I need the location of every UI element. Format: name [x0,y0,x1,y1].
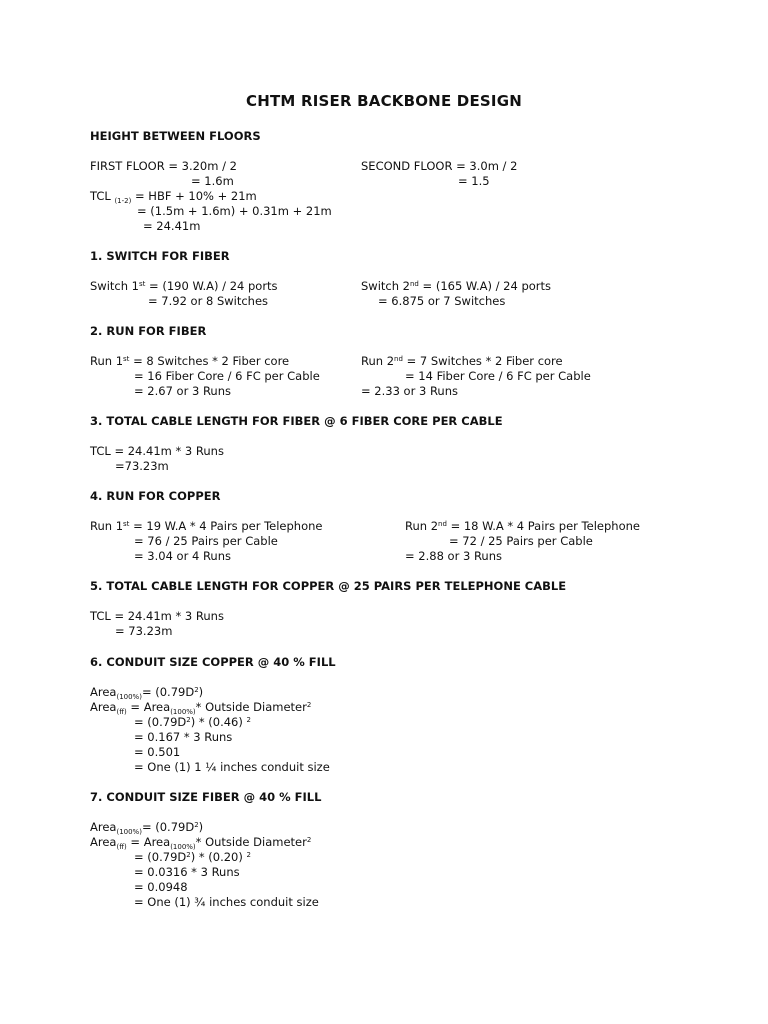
area-subscript: (100%) [170,708,196,716]
tcl-fiber-line: TCL = 24.41m * 3 Runs [90,444,224,458]
section-heading-run-fiber: 2. RUN FOR FIBER [90,324,207,338]
squared-sup: 2 [186,851,191,859]
diameter-term: * Outside Diameter [195,835,307,849]
run-fiber-first-result: = 2.67 or 3 Runs [134,384,231,398]
section-heading-height: HEIGHT BETWEEN FLOORS [90,129,261,143]
area-formula: = (0.79D [141,685,195,699]
tcl-step: = (1.5m + 1.6m) + 0.31m + 21m [137,204,332,218]
switch-first-label: Switch 1 [90,279,139,293]
tcl-subscript: (1-2) [114,197,132,205]
area-formula: = Area [126,835,171,849]
switch-second-line [361,279,551,294]
squared-sup: 2 [194,686,199,694]
run-fiber-first-step: = 16 Fiber Core / 6 FC per Cable [134,369,320,383]
tcl-result: = 24.41m [143,219,201,233]
switch-second-result: = 6.875 or 7 Switches [378,294,506,308]
second-floor-result: = 1.5 [458,174,490,188]
step-formula-tail: ) * (0.46) [190,715,247,729]
closing-paren: ) [198,820,204,834]
conduit-fiber-fill-line [90,835,311,850]
conduit-fiber-value: = 0.0948 [134,880,188,894]
squared-sup: 2 [246,851,251,859]
switch-first-result: = 7.92 or 8 Switches [148,294,269,308]
run-second-formula: = 7 Switches * 2 Fiber core [402,354,563,368]
area-formula: = Area [126,700,171,714]
tcl-formula: = HBF + 10% + 21m [135,189,257,203]
conduit-copper-runs: = 0.167 * 3 Runs [134,730,233,744]
squared-sup: 2 [246,716,251,724]
squared-sup: 2 [306,701,312,709]
run-second-label: Run 2 [405,519,439,533]
run-second-formula: = 18 W.A * 4 Pairs per Telephone [446,519,640,533]
section-heading-conduit-fiber: 7. CONDUIT SIZE FIBER @ 40 % FILL [90,790,322,804]
area-label: Area [90,835,117,849]
conduit-fiber-step [134,850,251,865]
run-copper-second-result: = 2.88 or 3 Runs [405,549,502,563]
tcl-copper-result: = 73.23m [115,624,173,638]
run-fiber-second-line [361,354,563,369]
ordinal-sup: nd [410,280,419,288]
tcl-formula-line [90,189,257,204]
area-subscript: (ff) [116,708,127,716]
diameter-term: * Outside Diameter [195,700,307,714]
switch-second-label: Switch 2 [361,279,410,293]
conduit-copper-step [134,715,251,730]
area-label: Area [90,820,117,834]
ordinal-sup: nd [438,520,447,528]
closing-paren: ) [198,685,204,699]
second-floor-line: SECOND FLOOR = 3.0m / 2 [361,159,518,173]
area-formula: = (0.79D [141,820,195,834]
area-label: Area [90,700,117,714]
squared-sup: 2 [186,716,191,724]
ordinal-sup: st [123,355,130,363]
conduit-copper-value: = 0.501 [134,745,181,759]
first-floor-line: FIRST FLOOR = 3.20m / 2 [90,159,237,173]
page-title: CHTM RISER BACKBONE DESIGN [246,92,522,110]
switch-first-line [90,279,278,294]
run-first-formula: = 8 Switches * 2 Fiber core [129,354,290,368]
ordinal-sup: st [123,520,130,528]
run-second-label: Run 2 [361,354,395,368]
section-heading-tcl-copper: 5. TOTAL CABLE LENGTH FOR COPPER @ 25 PAIRS PER TELEPHONE CABLE [90,579,567,593]
conduit-copper-fill-line [90,700,311,715]
squared-sup: 2 [194,821,199,829]
switch-second-formula: = (165 W.A) / 24 ports [418,279,552,293]
conduit-fiber-result: = One (1) ¾ inches conduit size [134,895,319,909]
step-formula: = (0.79D [134,715,187,729]
area-subscript: (100%) [116,828,142,836]
conduit-fiber-runs: = 0.0316 * 3 Runs [134,865,240,879]
step-formula: = (0.79D [134,850,187,864]
area-subscript: (ff) [116,843,127,851]
conduit-copper-result: = One (1) 1 ¼ inches conduit size [134,760,330,774]
tcl-label: TCL [90,189,111,203]
ordinal-sup: nd [394,355,403,363]
area-subscript: (100%) [170,843,196,851]
run-copper-first-line [90,519,322,534]
area-subscript: (100%) [116,693,142,701]
section-heading-conduit-copper: 6. CONDUIT SIZE COPPER @ 40 % FILL [90,655,336,669]
run-fiber-second-result: = 2.33 or 3 Runs [361,384,458,398]
run-copper-second-step: = 72 / 25 Pairs per Cable [449,534,593,548]
section-heading-tcl-fiber: 3. TOTAL CABLE LENGTH FOR FIBER @ 6 FIBER CORE PER CABLE [90,414,503,428]
run-fiber-second-step: = 14 Fiber Core / 6 FC per Cable [405,369,591,383]
tcl-fiber-result: =73.23m [115,459,169,473]
run-copper-first-result: = 3.04 or 4 Runs [134,549,231,563]
run-first-label: Run 1 [90,354,124,368]
area-label: Area [90,685,117,699]
tcl-copper-line: TCL = 24.41m * 3 Runs [90,609,224,623]
switch-first-formula: = (190 W.A) / 24 ports [145,279,278,293]
run-copper-second-line [405,519,640,534]
step-formula-tail: ) * (0.20) [190,850,247,864]
conduit-fiber-area-line [90,820,203,835]
squared-sup: 2 [306,836,312,844]
run-copper-first-step: = 76 / 25 Pairs per Cable [134,534,278,548]
run-first-label: Run 1 [90,519,124,533]
ordinal-sup: st [139,280,146,288]
section-heading-run-copper: 4. RUN FOR COPPER [90,489,221,503]
run-fiber-first-line [90,354,289,369]
run-first-formula: = 19 W.A * 4 Pairs per Telephone [129,519,323,533]
first-floor-result: = 1.6m [191,174,234,188]
section-heading-switch-fiber: 1. SWITCH FOR FIBER [90,249,230,263]
conduit-copper-area-line [90,685,203,700]
